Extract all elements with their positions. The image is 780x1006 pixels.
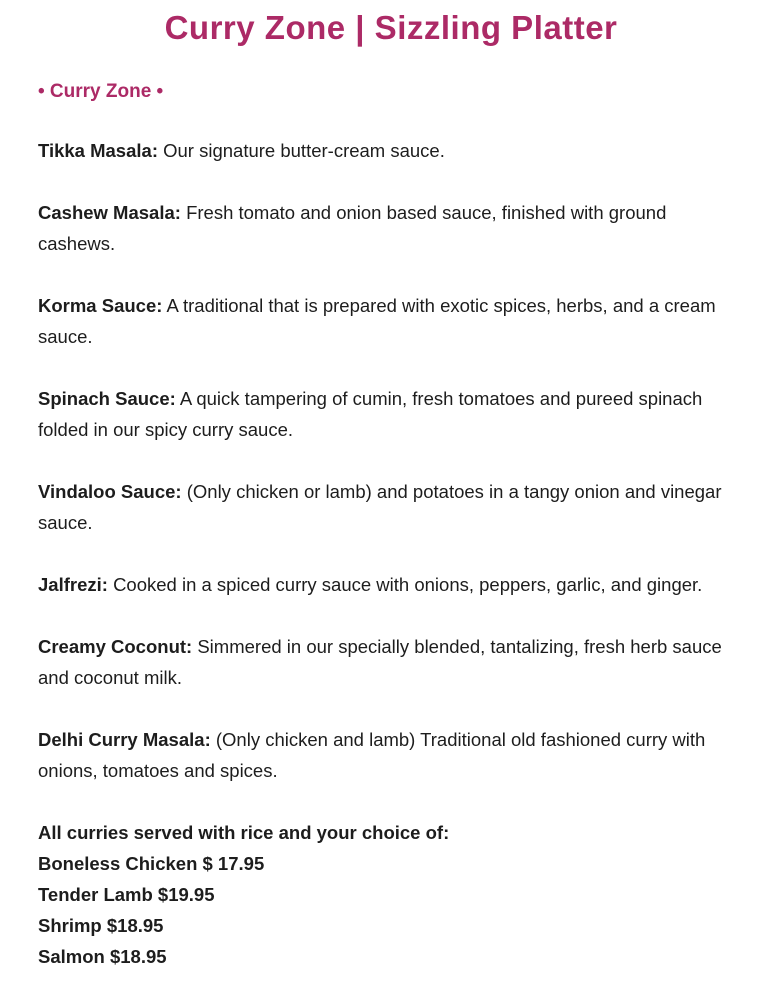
menu-item-name: Tikka Masala: (38, 140, 158, 161)
menu-item-korma-sauce (38, 290, 744, 352)
menu-item-description: A quick tampering of cumin, fresh tomatoes and pureed spinach folded in our spicy curry sauce. (38, 388, 703, 440)
price-line-boneless-chicken: Boneless Chicken $ 17.95 (38, 853, 265, 874)
pricing-heading: All curries served with rice and your choice of: (38, 822, 450, 843)
price-line-salmon: Salmon $18.95 (38, 946, 167, 967)
menu-item-description: Fresh tomato and onion based sauce, finished with ground cashews. (38, 202, 667, 254)
menu-item-description: Cooked in a spiced curry sauce with onions, peppers, garlic, and ginger. (113, 574, 703, 595)
menu-item-delhi-curry-masala (38, 724, 744, 786)
pricing-block (38, 817, 744, 972)
menu-item-jalfrezi (38, 569, 744, 600)
menu-item-name: Creamy Coconut: (38, 636, 193, 657)
menu-item-cashew-masala (38, 197, 744, 259)
menu-item-creamy-coconut (38, 631, 744, 693)
menu-item-name: Vindaloo Sauce: (38, 481, 182, 502)
menu-item-name: Cashew Masala: (38, 202, 181, 223)
menu-item-name: Korma Sauce: (38, 295, 163, 316)
menu-page (0, 6, 780, 972)
menu-item-description: Our signature butter-cream sauce. (163, 140, 445, 161)
menu-item-spinach-sauce (38, 383, 744, 445)
menu-item-description: (Only chicken or lamb) and potatoes in a tangy onion and vinegar sauce. (38, 481, 722, 533)
page-title: Curry Zone | Sizzling Platter (164, 9, 618, 46)
menu-item-name: Delhi Curry Masala: (38, 729, 211, 750)
menu-item-name: Jalfrezi: (38, 574, 108, 595)
menu-item-vindaloo-sauce (38, 476, 744, 538)
menu-item-name: Spinach Sauce: (38, 388, 176, 409)
menu-item-description: Simmered in our specially blended, tantalizing, fresh herb sauce and coconut milk. (38, 636, 722, 688)
price-line-tender-lamb: Tender Lamb $19.95 (38, 884, 215, 905)
menu-item-description: (Only chicken and lamb) Traditional old fashioned curry with onions, tomatoes and spices. (38, 729, 706, 781)
menu-item-tikka-masala (38, 135, 744, 166)
section-heading: • Curry Zone • (38, 81, 164, 102)
menu-item-description: A traditional that is prepared with exotic spices, herbs, and a cream sauce. (38, 295, 716, 347)
price-line-shrimp: Shrimp $18.95 (38, 915, 164, 936)
